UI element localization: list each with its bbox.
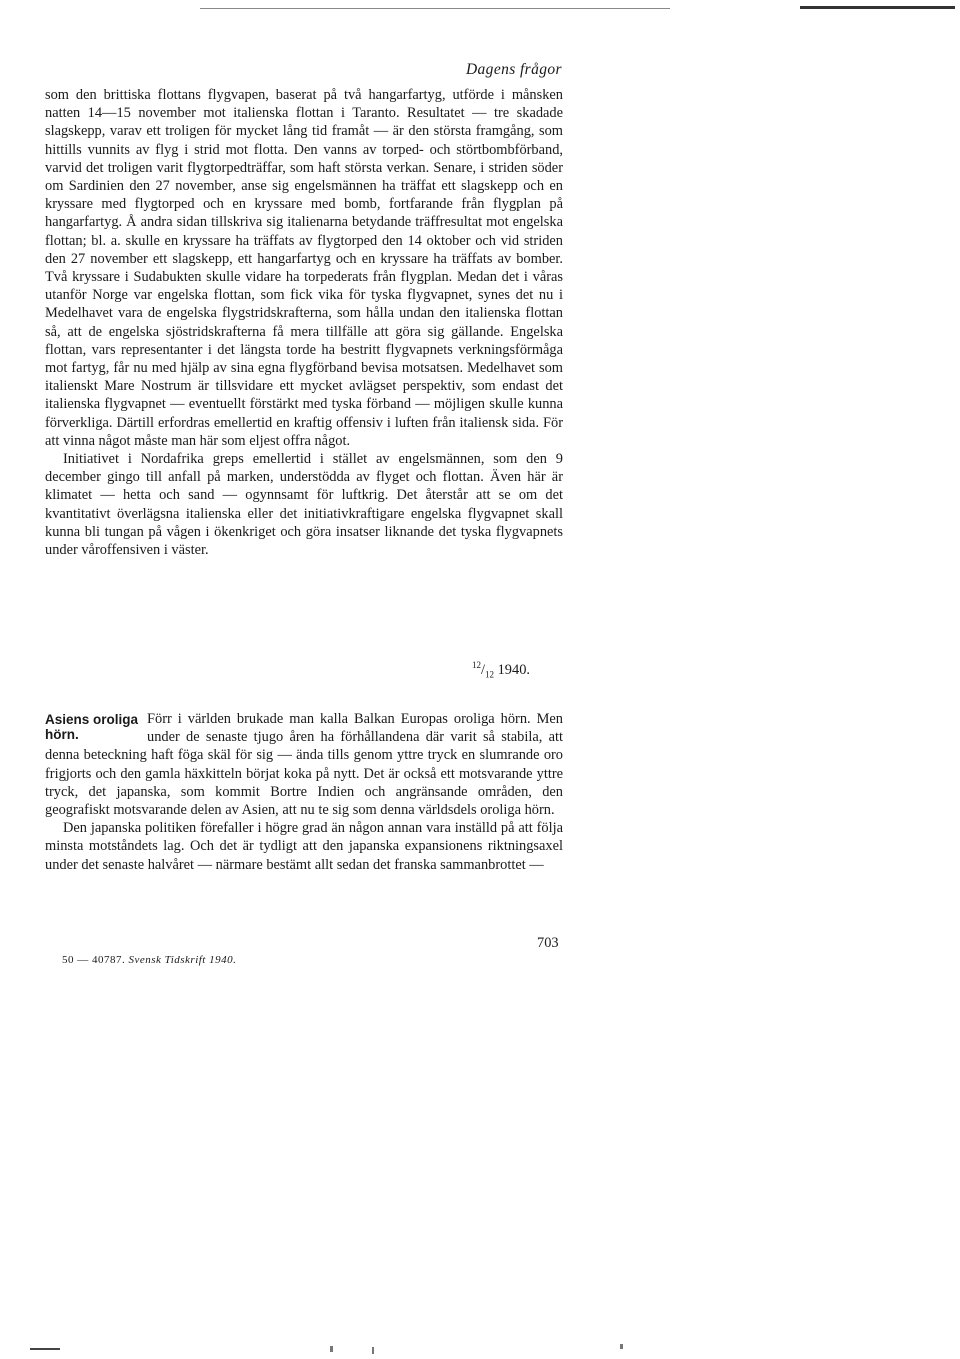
section-heading: Asiens oroliga hörn.: [45, 712, 139, 742]
scan-speck: [372, 1347, 374, 1354]
scan-speck: [30, 1348, 60, 1350]
article-paragraph: Initiativet i Nordafrika greps emellertid i stället av engelsmännen, som den 9 december gingo till anfall på marken, understödda av flyget och flottan. Även här är klimatet — hetta och sand — ogynnsamt för luftkrig. Det återstår att se om det kvantitativt överlägsna italienska eller det initiativkraftigare engelska flygvapnet skall kunna bli tungan på vågen i ökenkriget och göra insatser liknande det tyska flygvapnets under våroffensiven i väster.: [45, 451, 563, 559]
date-denominator: 12: [485, 669, 494, 680]
page-number: 703: [537, 935, 559, 951]
article-body: [45, 86, 563, 559]
section-asia: [45, 710, 563, 874]
scan-edge-line: [200, 8, 670, 9]
section-paragraph: Den japanska politiken förefaller i högre grad än någon annan vara inställd på att följa minsta motståndets lag. Och det är tydligt att den japanska expansionens riktningsaxel under det senaste halvåret — närmare bestämt allt sedan det franska sammanbrottet —: [45, 820, 563, 873]
running-header: Dagens frågor: [465, 61, 562, 78]
scan-edge-line: [800, 6, 955, 9]
section-paragraph: Förr i världen brukade man kalla Balkan Europas oroliga hörn. Men under de senaste tjugo åren ha förhållandena där varit så stabila, att denna beteckning haft föga skäl för sig — ända tills genom yttre tryck en slumrande oro frigjorts och den gamla häxkitteln börjat koka på nytt. Det är också ett motsvarande yttre tryck, det japanska, som kommit Bortre Indien och angränsande områden, den geografiskt motsvarande delen av Asien, att nu te sig som denna världsdels oroliga hörn.: [45, 711, 563, 819]
footer: [62, 954, 236, 966]
footer-journal: Svensk Tidskrift 1940.: [128, 954, 237, 966]
date-numerator: 12: [472, 660, 481, 670]
date-year: 1940.: [497, 661, 530, 678]
footer-signature: 50 — 40787.: [62, 954, 126, 966]
scan-speck: [330, 1346, 333, 1352]
article-date: $^{12}/_{12}$ 1940.: [472, 660, 530, 680]
scan-speck: [620, 1344, 623, 1349]
article-paragraph: som den brittiska flottans flygvapen, baserat på två hangarfartyg, utförde i månsken natten 14—15 november mot italienska flottan i Taranto. Resultatet — tre skadade slagskepp, varav ett troligen för mycket lång tid framåt — är den största framgång, som hittills vunnits av flyg i strid mot flotta. Den vanns av torped- och störtbombförband, varvid det troligen varit flygtorpedträffar, som haft största verkan. Senare, i striden söder om Sardinien den 27 november, anse sig engelsmännen ha träffat ett slagskepp och en kryssare med flygtorped och en kryssare med bomb, fortfarande från flygplan på hangarfartyg. Å andra sidan tillskriva sig italienarna betydande träffresultat mot engelska flottan; bl. a. skulle en kryssare ha träffats av flygtorped den 14 oktober och vid striden den 27 november ett slagskepp, ett hangarfartyg och en kryssare ha träffats av bomber. Två kryssare i Sudabukten skulle vidare ha torpederats från flygplan. Medan det i våras utanför Norge var engelska flottan, som fick vika för tyska flygvapnet, synes det nu i Medelhavet vara de engelska flygstridskrafterna, som hålla undan den italienska flottan så, att de engelska sjöstridskrafterna få mera tillfälle att göra sig gällande. Engelska flottan, vars representanter i det längsta torde ha bestritt flygvapnets verkningsförmåga mot fartyg, får nu med hjälp av sina egna flygförband bevisa motsatsen. Medelhavet som italienskt Mare Nostrum är tillsvidare ett mycket avlägset perspektiv, som endast det italienska flygvapnet — eventuellt förstärkt med tyska förband — möjligen skulle kunna förverkliga. Därtill erfordras emellertid en kraftig offensiv i luften från italiensk sida. För att vinna något måste man här som eljest offra något.: [45, 87, 563, 449]
